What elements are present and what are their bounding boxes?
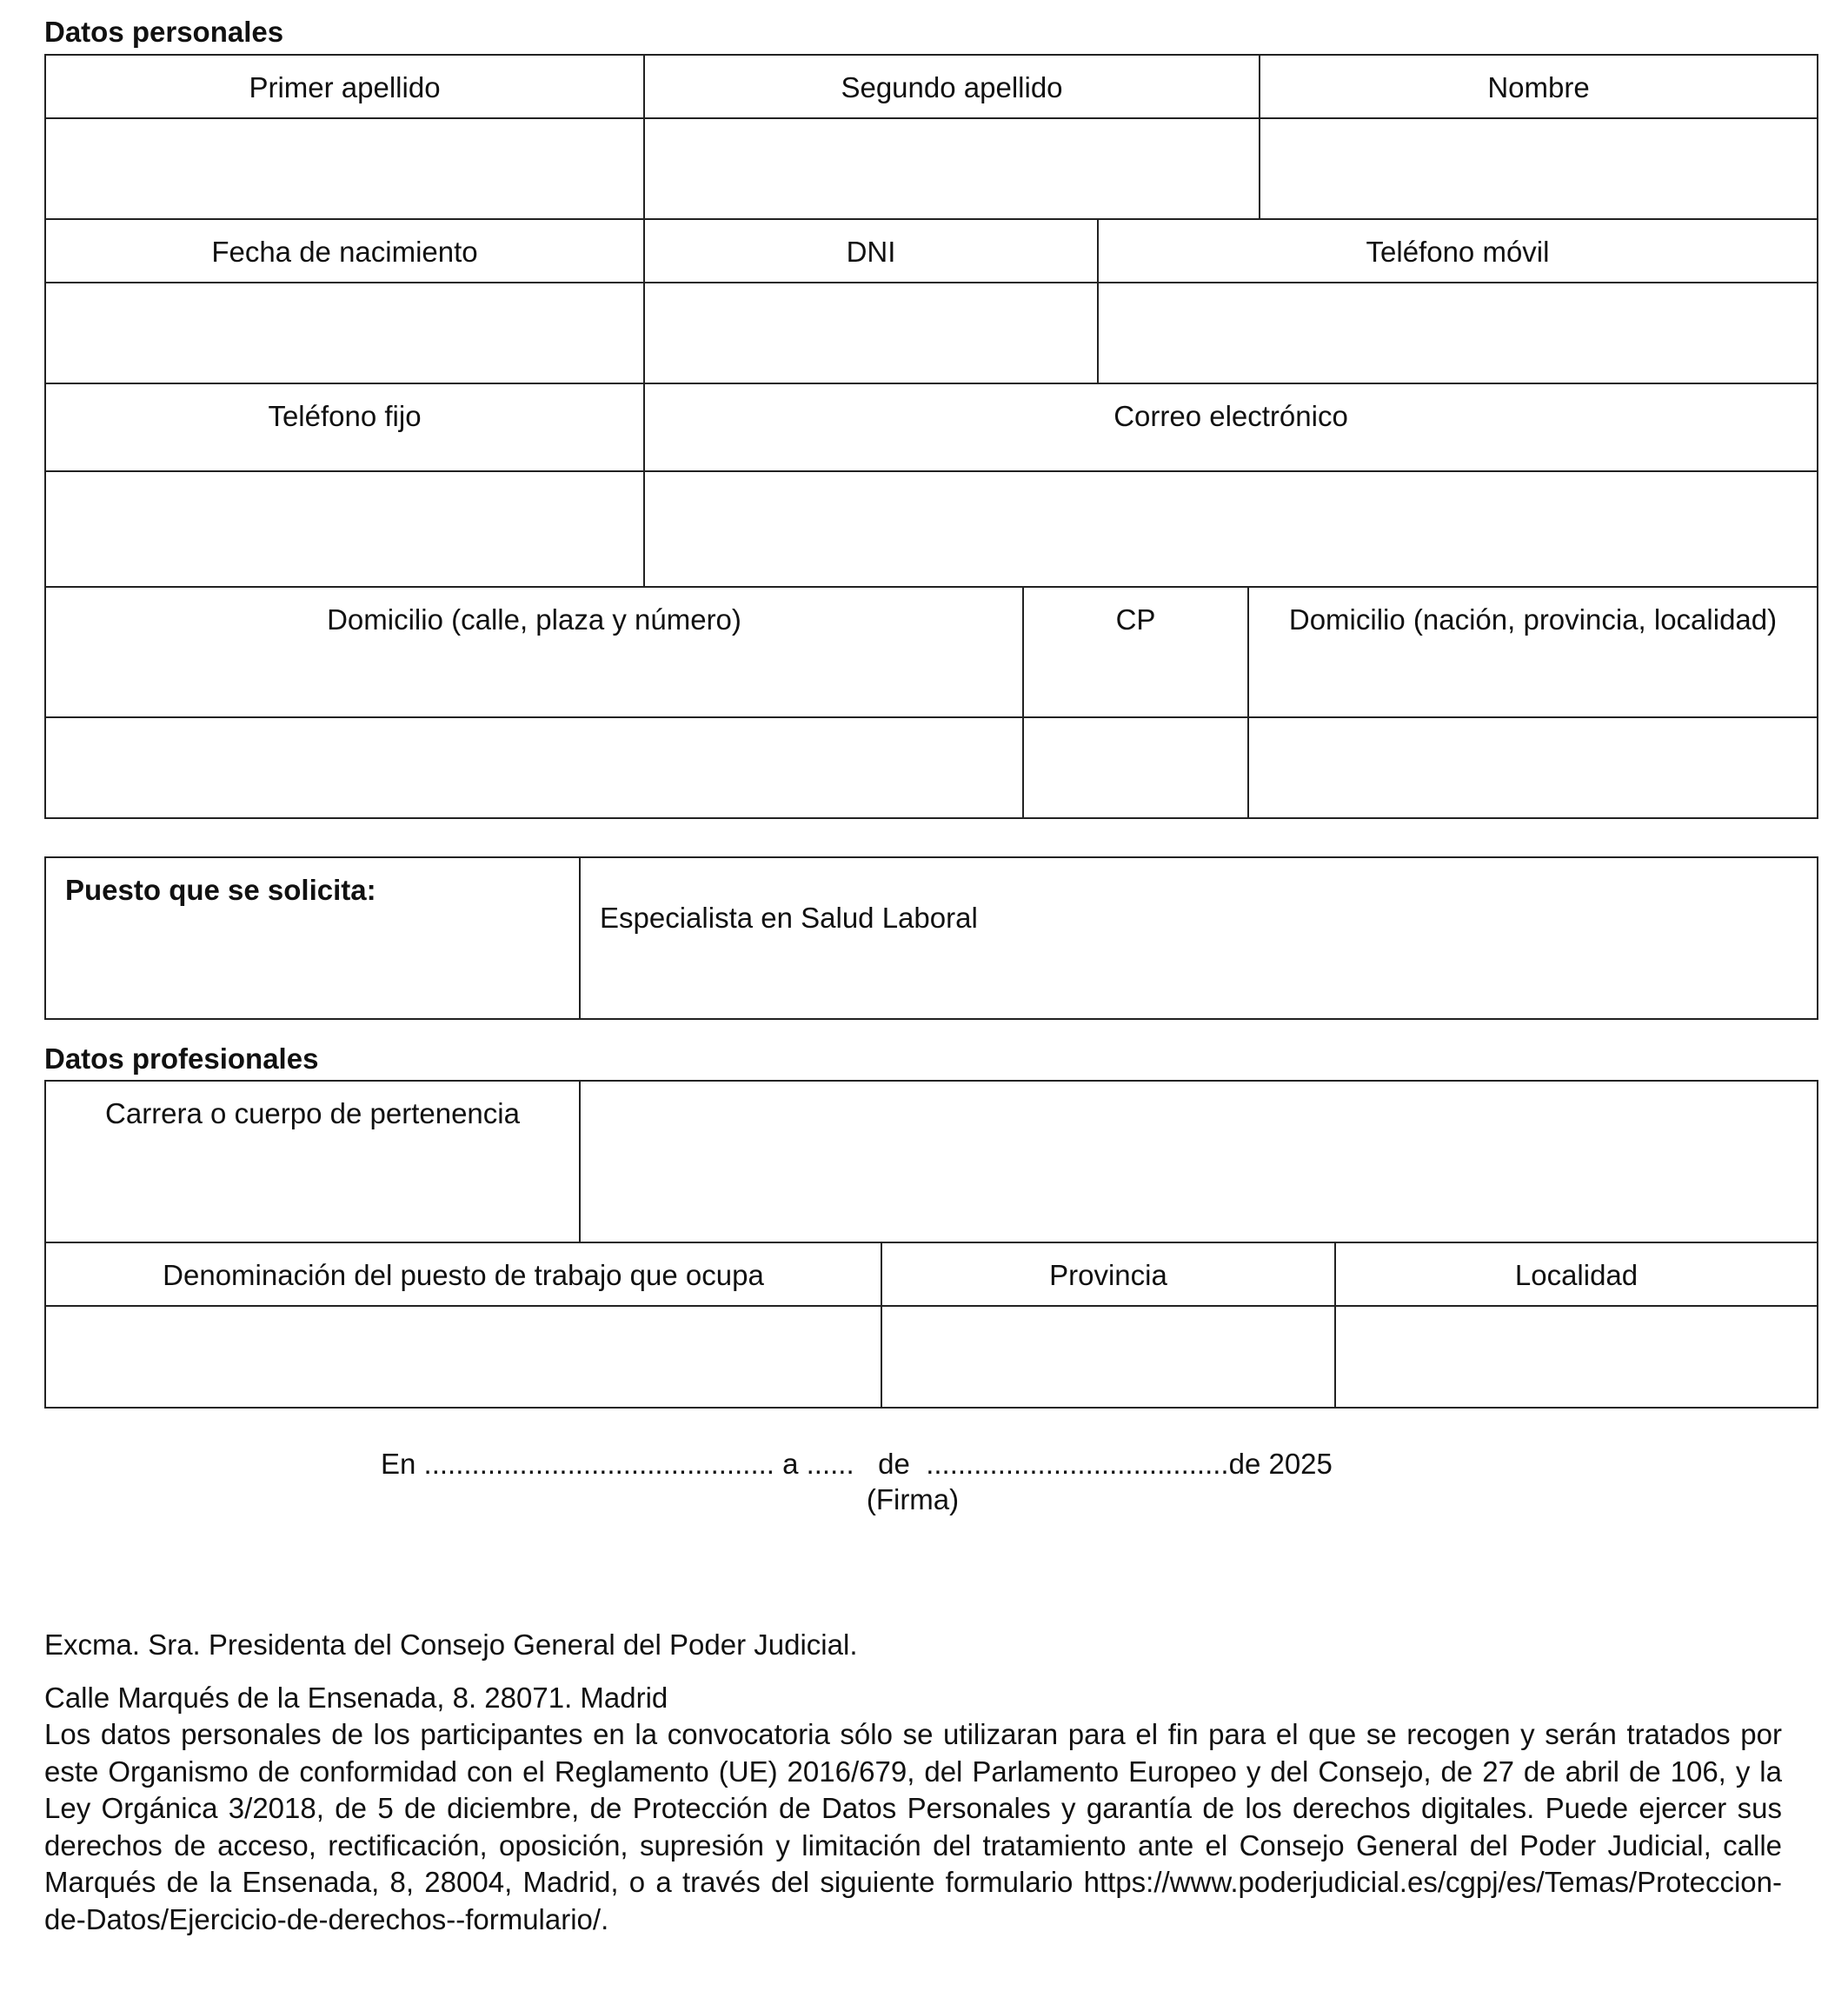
address: Calle Marqués de la Ensenada, 8. 28071. Madrid: [44, 1682, 668, 1714]
label-text: CP: [1115, 603, 1156, 636]
label-domicilio-nacion: [1247, 586, 1818, 718]
input-primer-apellido[interactable]: [44, 117, 645, 220]
label-text: Primer apellido: [249, 71, 441, 103]
label-dni: [643, 218, 1099, 283]
section-title-professional: Datos profesionales: [44, 1042, 319, 1075]
puesto-label-cell: [44, 856, 581, 1020]
input-fecha-nacimiento[interactable]: [44, 282, 645, 384]
privacy-notice: Los datos personales de los participantes en la convocatoria sólo se utilizaran para el fin para el que se recogen y serán tratados por este Organismo de conformidad con el Reglamento (UE) 2016/679, del Parlamento Europeo y del Consejo, de 27 de abril de 106, y la Ley Orgánica 3/2018, de 5 de diciembre, de Protección de Datos Personales y garantía de los derechos digitales. Puede ejercer sus derechos de acceso, rectificación, oposición, supresión y limitación del tratamiento ante el Consejo General del Poder Judicial, calle Marqués de la Ensenada, 8, 28004, Madrid, o a través del siguiente formulario https://www.poderjudicial.es/cgpj/es/Temas/Proteccion-de-Datos/Ejercicio-de-derechos--formulario/.: [44, 1718, 1782, 1935]
label-telefono-fijo: [44, 383, 645, 472]
label-text: Domicilio (calle, plaza y número): [327, 603, 741, 636]
label-text: Carrera o cuerpo de pertenencia: [105, 1097, 520, 1129]
input-provincia[interactable]: [881, 1305, 1336, 1409]
label-text: Domicilio (nación, provincia, localidad): [1288, 603, 1778, 636]
section-title-personal: Datos personales: [44, 16, 284, 48]
label-text: Teléfono móvil: [1366, 236, 1550, 268]
input-domicilio-calle[interactable]: [44, 716, 1024, 819]
label-text: Nombre: [1487, 71, 1590, 103]
input-telefono-movil[interactable]: [1097, 282, 1818, 384]
input-denominacion[interactable]: [44, 1305, 882, 1409]
label-fecha-nacimiento: [44, 218, 645, 283]
label-localidad: [1334, 1242, 1818, 1307]
puesto-value: Especialista en Salud Laboral: [600, 902, 978, 934]
label-denominacion: [44, 1242, 882, 1307]
label-text: DNI: [846, 236, 896, 268]
label-correo: [643, 383, 1818, 472]
label-telefono-movil: [1097, 218, 1818, 283]
input-nombre[interactable]: [1259, 117, 1818, 220]
input-domicilio-nacion[interactable]: [1247, 716, 1818, 819]
label-segundo-apellido: [643, 54, 1260, 119]
input-dni[interactable]: [643, 282, 1099, 384]
label-text: Denominación del puesto de trabajo que ocupa: [163, 1259, 764, 1291]
label-cp: [1022, 586, 1249, 718]
label-carrera: [44, 1080, 581, 1243]
label-provincia: [881, 1242, 1336, 1307]
input-localidad[interactable]: [1334, 1305, 1818, 1409]
signature-label: (Firma): [866, 1483, 960, 1515]
label-primer-apellido: [44, 54, 645, 119]
label-text: Segundo apellido: [841, 71, 1063, 103]
puesto-label: Puesto que se solicita:: [65, 874, 376, 906]
input-correo[interactable]: [643, 470, 1818, 588]
input-cp[interactable]: [1022, 716, 1249, 819]
input-carrera[interactable]: [579, 1080, 1818, 1243]
label-text: Fecha de nacimiento: [211, 236, 478, 268]
signature-date-line: En ............................................ a ...... de ......................................de 2025: [381, 1448, 1333, 1480]
puesto-value-cell[interactable]: [579, 856, 1818, 1020]
label-text: Teléfono fijo: [268, 400, 422, 432]
label-domicilio-calle: [44, 586, 1024, 718]
label-text: Localidad: [1514, 1259, 1639, 1291]
label-text: Provincia: [1049, 1259, 1167, 1291]
input-segundo-apellido[interactable]: [643, 117, 1260, 220]
label-nombre: [1259, 54, 1818, 119]
addressee: Excma. Sra. Presidenta del Consejo General del Poder Judicial.: [44, 1628, 858, 1661]
input-telefono-fijo[interactable]: [44, 470, 645, 588]
label-text: Correo electrónico: [1113, 400, 1348, 432]
